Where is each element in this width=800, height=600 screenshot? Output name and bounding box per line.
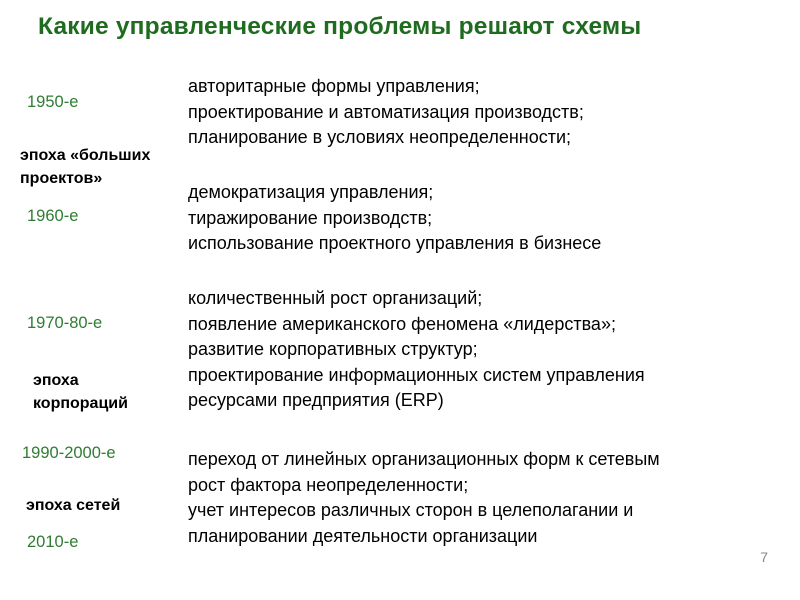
period-label-1950s: 1950-е	[27, 93, 79, 111]
content-line: тиражирование производств;	[188, 207, 433, 228]
epoch-label-networks: эпоха сетей	[26, 497, 121, 514]
content-line: развитие корпоративных структур;	[188, 339, 478, 359]
content-line: проектирование и автоматизация производств;	[188, 101, 584, 122]
content-line: проектирование информационных систем управления	[188, 364, 645, 385]
content-line: использование проектного управления в бизнесе	[188, 233, 602, 253]
epoch-label-corporations: эпоха корпораций	[33, 372, 128, 412]
period-label-1970-80s: 1970-80-е	[27, 314, 103, 332]
content-line: авторитарные формы управления;	[188, 76, 480, 96]
content-block-1990-2010s	[188, 447, 660, 549]
content-line: демократизация управления;	[188, 182, 434, 202]
period-label-1960s: 1960-е	[27, 207, 79, 225]
content-block-1970-80s	[188, 286, 645, 414]
content-line: появление американского феномена «лидерства»;	[188, 313, 616, 334]
content-block-1960s	[188, 180, 601, 257]
content-line: планировании деятельности организации	[188, 525, 538, 546]
page-number: 7	[760, 549, 768, 565]
period-label-2010s: 2010-е	[27, 533, 79, 551]
epoch-label-big-projects: эпоха «больших проектов»	[20, 147, 151, 187]
period-label-1990-2000s: 1990-2000-е	[22, 444, 116, 462]
content-block-1950s	[188, 74, 584, 151]
content-line: переход от линейных организационных форм к сетевым	[188, 449, 660, 469]
content-line: учет интересов различных сторон в целеполагании и	[188, 500, 634, 520]
content-line: ресурсами предприятия (ERP)	[188, 390, 444, 410]
content-line: рост фактора неопределенности;	[188, 474, 469, 495]
content-line: количественный рост организаций;	[188, 288, 483, 308]
content-line: планирование в условиях неопределенности;	[188, 127, 572, 147]
slide-title: Какие управленческие проблемы решают схемы	[38, 13, 642, 40]
